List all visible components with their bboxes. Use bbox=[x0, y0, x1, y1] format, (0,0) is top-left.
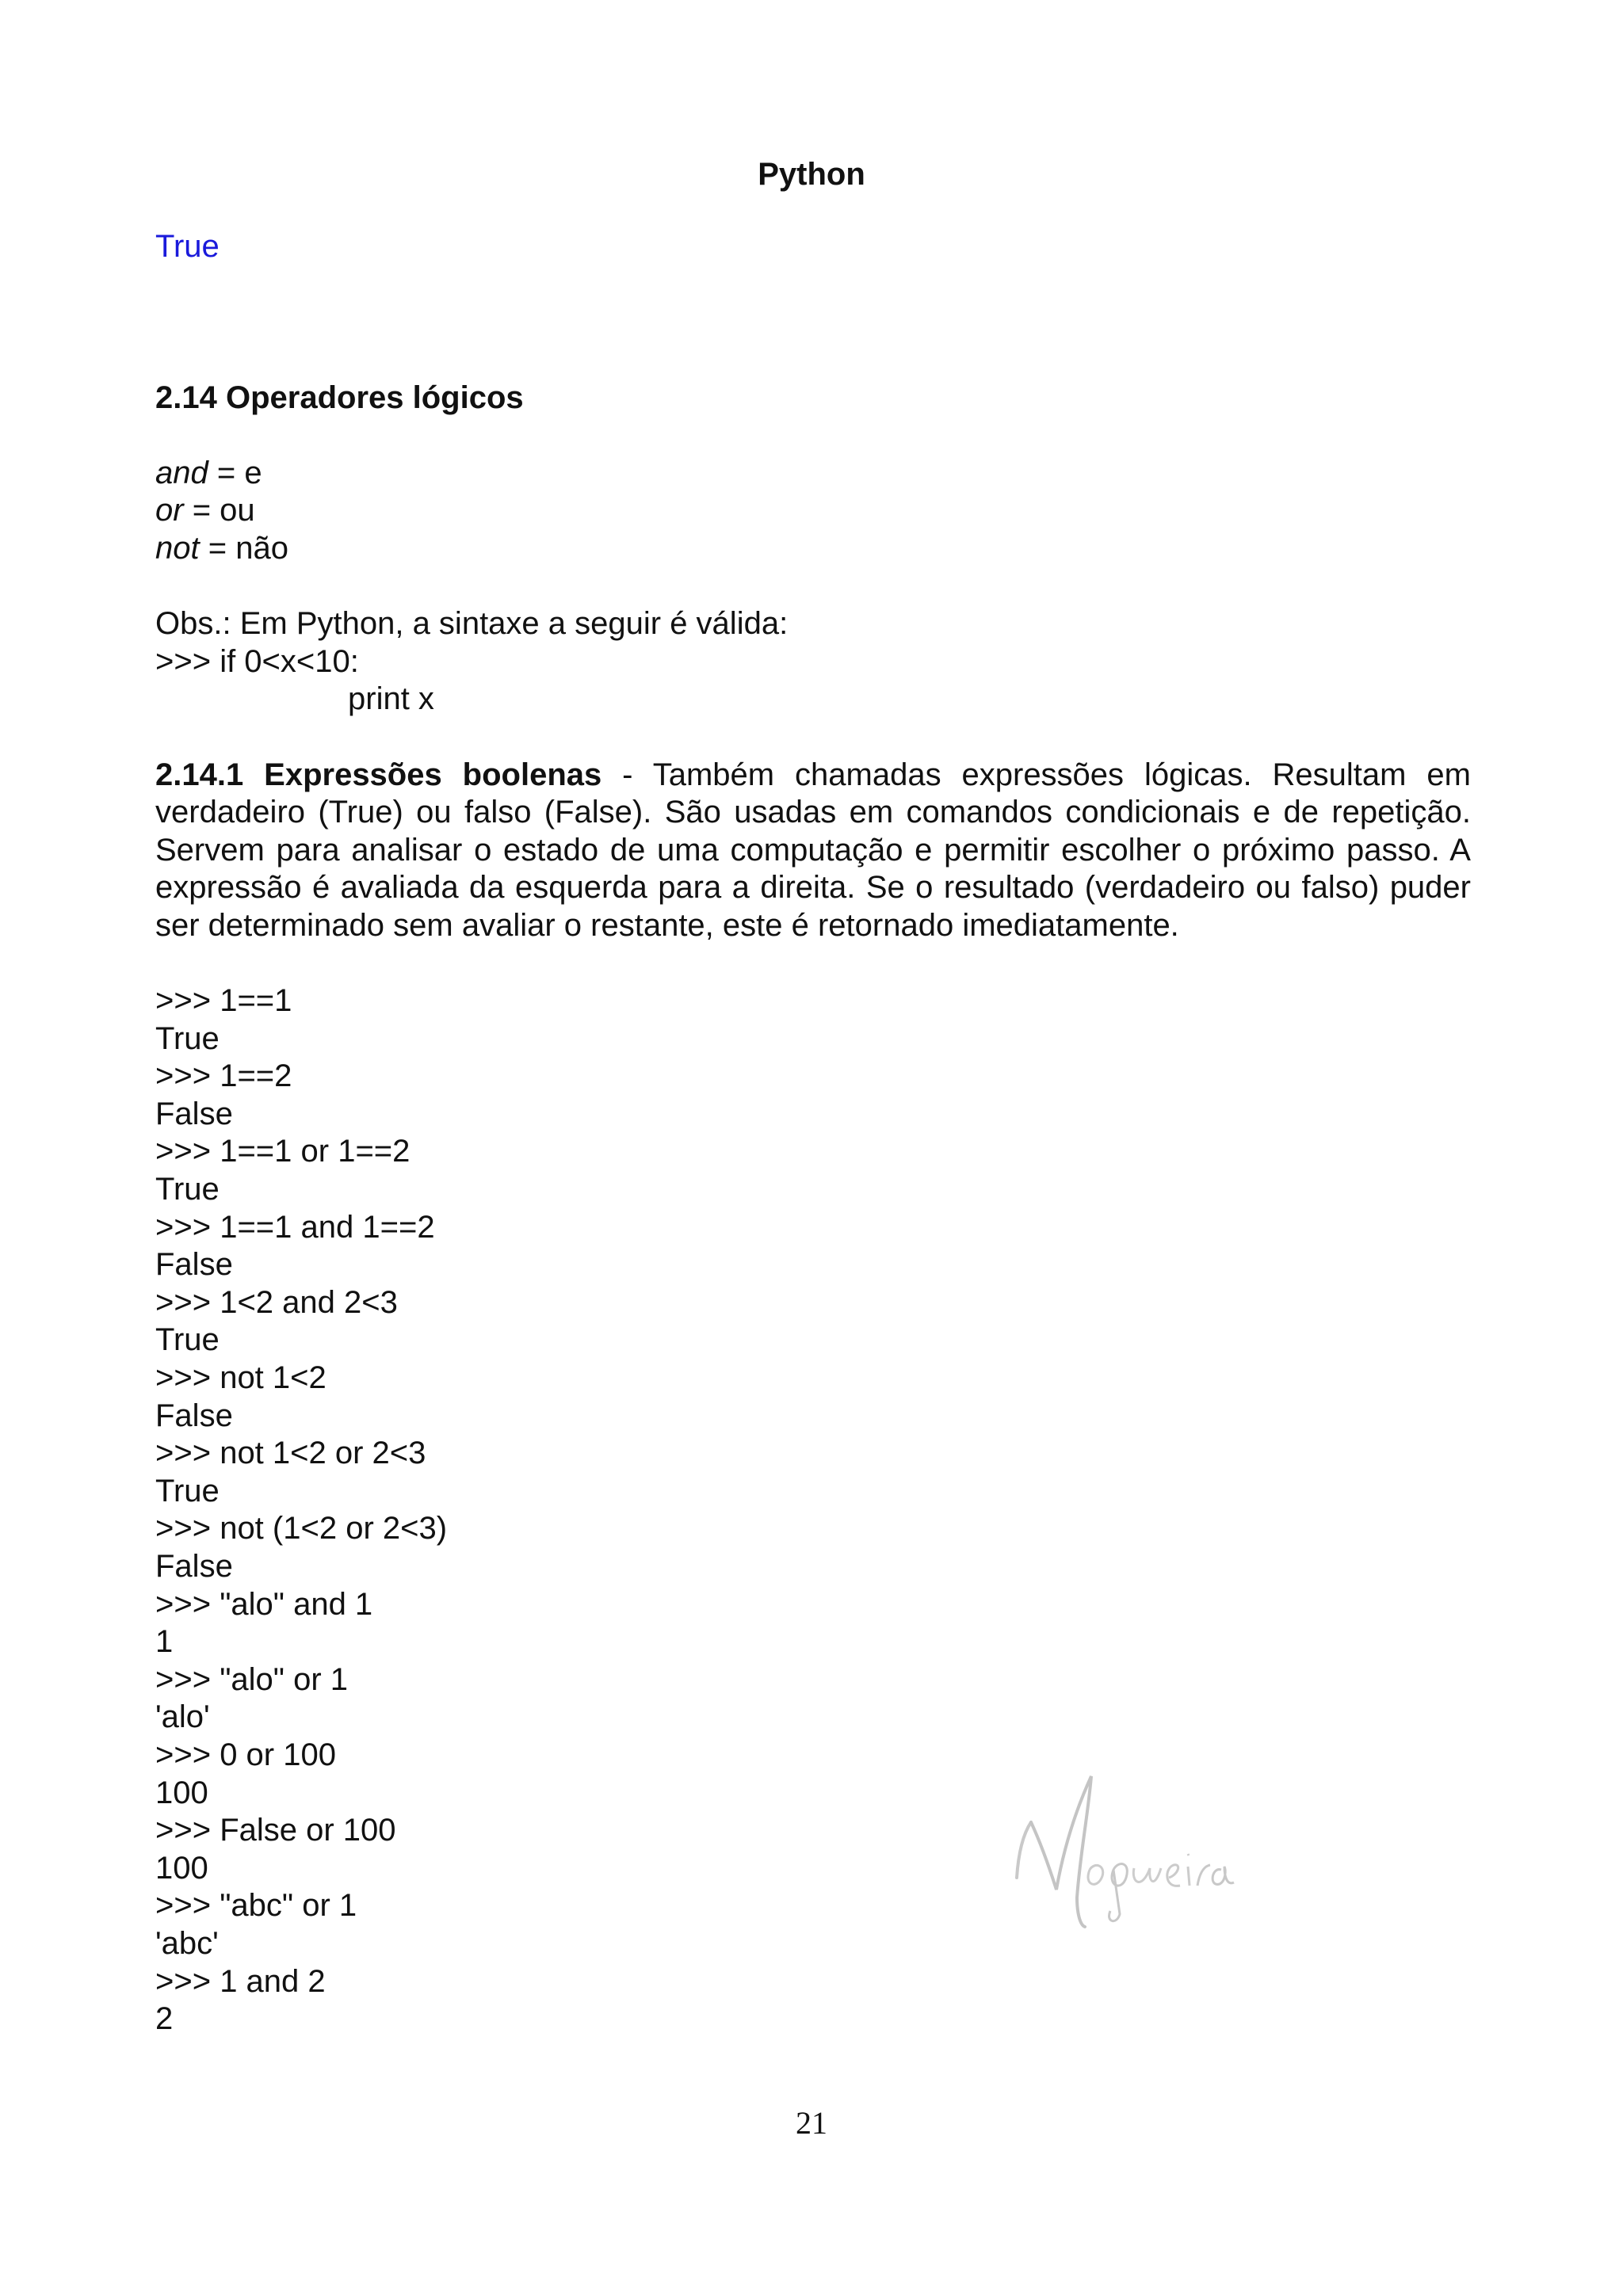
operator-and bbox=[155, 455, 1471, 493]
code-line: 100 bbox=[155, 1850, 208, 1886]
code-line: >>> "alo" or 1 bbox=[155, 1661, 349, 1697]
code-line: 'abc' bbox=[155, 1925, 219, 1961]
operator-meaning: = e bbox=[208, 455, 262, 490]
spacer bbox=[155, 266, 1471, 379]
code-line: False bbox=[155, 1247, 233, 1283]
operator-meaning: = ou bbox=[183, 493, 255, 528]
code-line: >>> 1==1 bbox=[155, 983, 292, 1019]
obs-code-line-indented: print x bbox=[348, 681, 434, 717]
code-line: >>> 1==2 bbox=[155, 1058, 292, 1094]
page-header-title: Python bbox=[758, 157, 865, 192]
operator-keyword: not bbox=[155, 530, 200, 566]
code-line: >>> not (1<2 or 2<3) bbox=[155, 1511, 448, 1547]
code-line: >>> 1==1 or 1==2 bbox=[155, 1134, 411, 1169]
code-line: >>> 0 or 100 bbox=[155, 1737, 336, 1772]
spacer bbox=[155, 719, 1471, 757]
page-content bbox=[155, 228, 1471, 2039]
spacer bbox=[155, 568, 1471, 606]
code-line: >>> 1<2 and 2<3 bbox=[155, 1284, 398, 1320]
spacer bbox=[155, 945, 1471, 983]
code-line: False bbox=[155, 1549, 233, 1584]
output-true: True bbox=[155, 229, 220, 264]
page-number: 21 bbox=[796, 2105, 827, 2141]
operator-meaning: = não bbox=[199, 530, 288, 566]
code-line: True bbox=[155, 1020, 220, 1056]
code-line: True bbox=[155, 1322, 220, 1358]
code-line: >>> False or 100 bbox=[155, 1813, 396, 1848]
section-heading: 2.14 Operadores lógicos bbox=[155, 379, 524, 415]
code-line: >>> 1==1 and 1==2 bbox=[155, 1209, 435, 1245]
subsection-body: - Também chamadas expressões lógicas. Resultam em verdadeiro (True) ou falso (False). São usadas em comandos condicionais e de repetição. Servem para analisar o estado de uma computação e permitir escolher o próximo passo. A expressão é avaliada da esquerda para a direita. Se o resultado (verdadeiro ou falso) puder ser determinado sem avaliar o restante, este é retornado imediatamente. bbox=[155, 757, 1471, 943]
code-line: True bbox=[155, 1473, 220, 1508]
code-line: 2 bbox=[155, 2001, 174, 2037]
operator-keyword: and bbox=[155, 455, 208, 490]
code-line: 100 bbox=[155, 1775, 208, 1810]
subsection-paragraph bbox=[155, 757, 1471, 945]
code-line: False bbox=[155, 1398, 233, 1433]
code-line: >>> not 1<2 or 2<3 bbox=[155, 1436, 426, 1471]
code-line: 'alo' bbox=[155, 1699, 210, 1735]
code-line: >>> not 1<2 bbox=[155, 1360, 327, 1396]
spacer bbox=[155, 417, 1471, 455]
code-example-block bbox=[155, 982, 1471, 2039]
operator-keyword: or bbox=[155, 493, 184, 528]
subsection-heading: 2.14.1 Expressões boolenas bbox=[155, 757, 602, 792]
code-line: >>> "alo" and 1 bbox=[155, 1586, 373, 1622]
operator-not bbox=[155, 530, 1471, 568]
code-line: 1 bbox=[155, 1624, 174, 1660]
code-line: False bbox=[155, 1096, 233, 1131]
code-line: True bbox=[155, 1172, 220, 1207]
code-line: >>> 1 and 2 bbox=[155, 1963, 326, 1999]
operator-or bbox=[155, 492, 1471, 530]
signature-image bbox=[995, 1759, 1240, 1933]
obs-code-line: >>> if 0<x<10: bbox=[155, 643, 359, 679]
code-line: >>> "abc" or 1 bbox=[155, 1888, 357, 1924]
obs-line: Obs.: Em Python, a sintaxe a seguir é válida: bbox=[155, 606, 789, 642]
